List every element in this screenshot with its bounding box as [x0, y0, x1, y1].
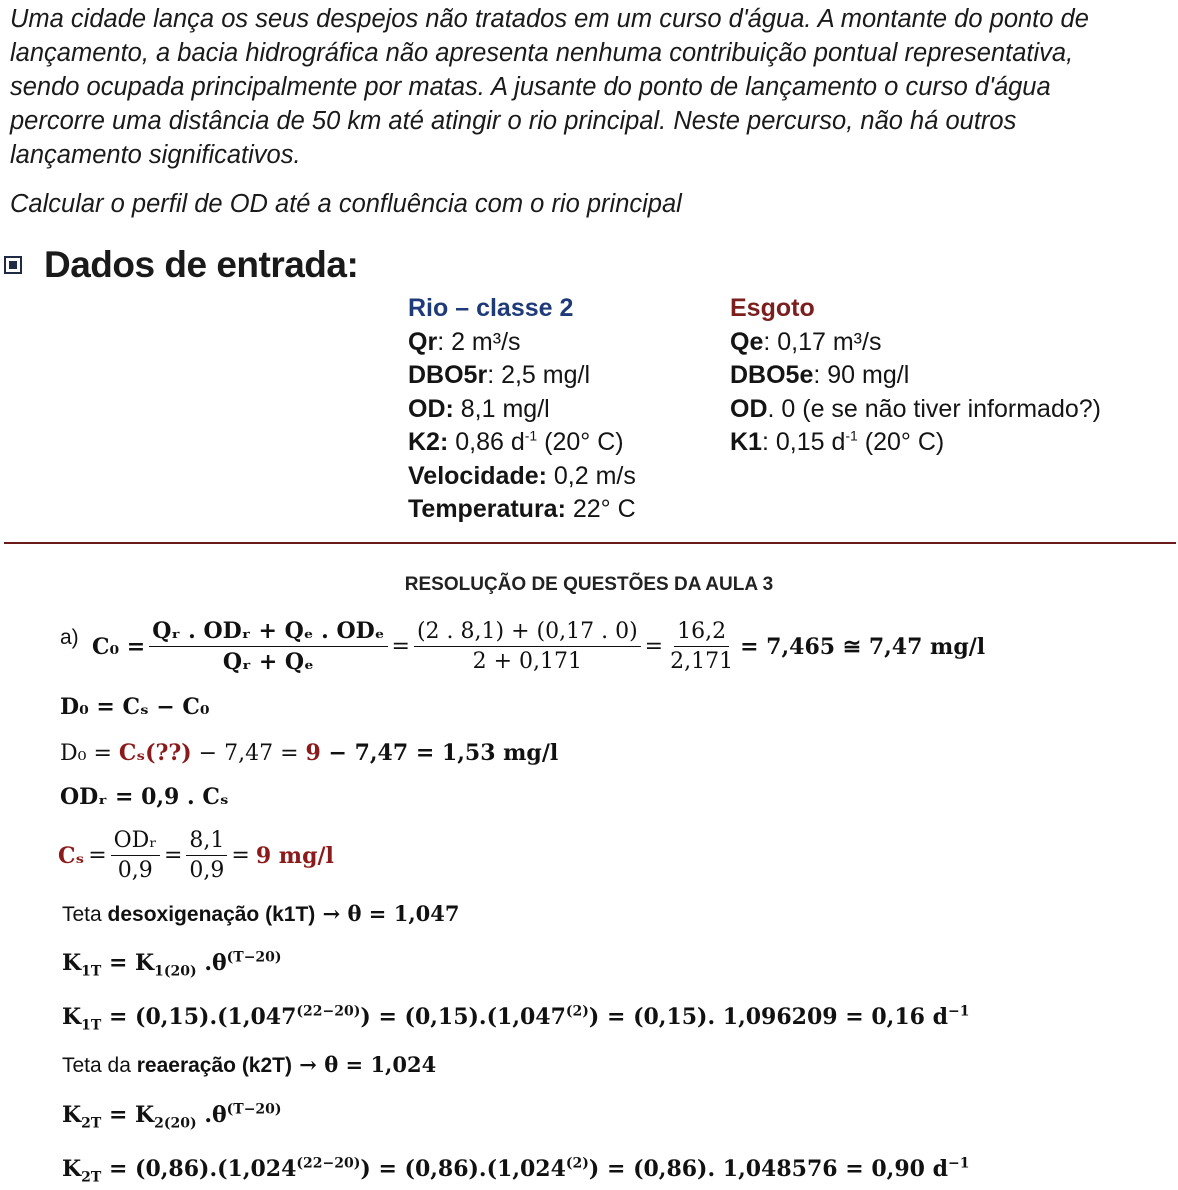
k2t-f-eq: = K [101, 1102, 155, 1128]
k1t-f-theta: .θ [196, 950, 227, 976]
k1t-c-p2: ) = (0,15).(1,047 [360, 1004, 566, 1030]
k2t-f-k-sub: 2(20) [154, 1115, 197, 1132]
theta-deoxygenation-line [62, 901, 459, 927]
k1t-c-lhs-sub: 1T [81, 1017, 102, 1034]
velocity-label: Velocidade: [408, 461, 547, 490]
k2t-f-theta: .θ [196, 1102, 227, 1128]
theta-reaeration-line [62, 1052, 436, 1078]
k2t-c-p1: = (0,86).(1,024 [101, 1156, 297, 1182]
equation-k2t-formula [62, 1101, 282, 1132]
k2t-f-lhs-sub: 2T [81, 1115, 102, 1132]
d0-calc-lhs: D₀ = [60, 741, 119, 766]
k1-label: K1 [730, 428, 762, 456]
equation-d0 [60, 694, 210, 720]
square-bullet-icon [4, 256, 22, 274]
k1t-f-eq: = K [101, 950, 155, 976]
task-statement: Calcular o perfil de OD até a confluência com o rio principal [10, 190, 682, 218]
k2t-f-exp: (T−20) [226, 1101, 282, 1118]
problem-line-4: percorre uma distância de 50 km até atingir o rio principal. Neste percurso, não há outros [10, 107, 1017, 135]
k2t-c-e3: −1 [947, 1155, 970, 1172]
c0-denominator-numeric: 2 + 0,171 [472, 649, 583, 674]
c0-result: = 7,465 ≅ 7,47 mg/l [740, 633, 986, 660]
item-label: a) [60, 626, 79, 649]
theta2-bold: reaeração (k2T) [136, 1054, 292, 1077]
c0-numerator-result: 16,2 [674, 619, 729, 647]
k2-temp: (20° C) [537, 428, 624, 456]
resolution-title: RESOLUÇÃO DE QUESTÕES DA AULA 3 [404, 574, 774, 595]
rio-k2-row [408, 426, 636, 460]
equation-k1t-calc [62, 1003, 970, 1034]
k2t-f-lhs: K [62, 1102, 82, 1128]
cs-fraction-numeric [186, 828, 227, 883]
k2-label: K2: [408, 428, 449, 456]
k1t-f-lhs-sub: 1T [81, 963, 102, 980]
k1t-c-lhs: K [62, 1004, 82, 1030]
odr-formula: ODᵣ = 0,9 . Cₛ [60, 784, 229, 810]
c0-fraction-symbolic [149, 618, 387, 675]
k1t-c-e2: (2) [565, 1003, 589, 1020]
equation-odr [60, 784, 229, 810]
equation-d0-calc [60, 740, 558, 766]
od-rio-label: OD: [408, 394, 454, 423]
k2t-c-e1: (22−20) [296, 1155, 361, 1172]
cs-numerator-symbolic: ODᵣ [111, 828, 160, 856]
cs-result: 9 mg/l [255, 842, 334, 869]
k1t-c-e1: (22−20) [296, 1003, 361, 1020]
k2-exponent: -1 [524, 427, 538, 444]
c0-numerator-symbolic: Qᵣ . ODᵣ + Qₑ . ODₑ [149, 618, 387, 647]
theta1-value: → θ = 1,047 [315, 901, 460, 926]
problem-line-5: lançamento significativos. [10, 141, 301, 169]
d0-formula: D₀ = Cₛ − C₀ [60, 694, 210, 720]
problem-statement [10, 2, 1170, 172]
rio-velocity-row [408, 460, 636, 494]
dbo5r-label: DBO5r [408, 361, 488, 389]
equation-c0: C₀ = $\frac{\text{Qᵣ . ODᵣ + Qₑ . ODₑ}}{\text{Qᵣ + Qₑ}}$ = $\frac{(2 . 8,1) + (0,17 . 0)}{2 + 0,171}$ = $\frac{16,2}{2,171}$ = 7,465 ≅ 7,47 mg/l [92, 618, 986, 675]
cs-denominator-symbolic: 0,9 [117, 858, 153, 883]
c0-denominator-result: 2,171 [670, 649, 734, 674]
cs-numerator-numeric: 8,1 [186, 828, 227, 856]
esgoto-k1-row [730, 426, 1101, 460]
dbo5e-value: : 90 mg/l [813, 361, 910, 389]
problem-line-1: Uma cidade lança os seus despejos não tratados em um curso d'água. A montante do ponto de [10, 5, 1089, 33]
esgoto-od-row [730, 393, 1101, 427]
dbo5e-label: DBO5e [730, 361, 814, 389]
od-rio-value: 8,1 mg/l [453, 394, 550, 423]
k1t-f-lhs: K [62, 950, 82, 976]
section-title: Dados de entrada: [44, 244, 359, 285]
qe-label: Qe [730, 327, 764, 356]
rio-qr-row [408, 326, 636, 360]
c0-numerator-numeric: (2 . 8,1) + (0,17 . 0) [414, 619, 641, 647]
esgoto-dbo-row [730, 359, 1101, 393]
qe-value: : 0,17 m³/s [763, 327, 882, 356]
d0-calc-mid: − 7,47 = [191, 741, 306, 766]
esgoto-qe-row [730, 326, 1101, 360]
c0-fraction-numeric [414, 619, 641, 674]
rio-data-column [408, 292, 636, 527]
problem-line-2: lançamento, a bacia hidrográfica não apresenta nenhuma contribuição pontual representativa, [10, 39, 1074, 67]
k1t-f-exp: (T−20) [226, 949, 282, 966]
k1-value: : 0,15 d [761, 428, 846, 456]
c0-denominator-symbolic: Qᵣ + Qₑ [222, 649, 314, 675]
cs-denominator-numeric: 0,9 [189, 858, 225, 883]
temperature-label: Temperatura: [408, 495, 566, 523]
esgoto-data-column [730, 292, 1101, 460]
cs-fraction-symbolic [111, 828, 160, 883]
temperature-value: 22° C [565, 495, 636, 523]
k1t-c-p3: ) = (0,15). 1,096209 = 0,16 d [588, 1004, 948, 1030]
qr-label: Qr [408, 327, 438, 356]
velocity-value: 0,2 m/s [546, 461, 636, 490]
rio-od-row [408, 393, 636, 427]
theta2-prefix: Teta da [62, 1054, 137, 1077]
rio-temperature-row [408, 493, 636, 527]
k1t-c-e3: −1 [947, 1003, 970, 1020]
dbo5r-value: : 2,5 mg/l [487, 361, 591, 389]
section-header [4, 244, 358, 286]
od-esgoto-value: . 0 (e se não tiver informado?) [767, 394, 1101, 423]
equation-k1t-formula [62, 949, 282, 980]
divider [4, 542, 1176, 544]
k1-temp: (20° C) [857, 428, 945, 456]
k2t-c-p3: ) = (0,86). 1,048576 = 0,90 d [588, 1156, 948, 1182]
k1t-f-k-sub: 1(20) [154, 963, 197, 980]
k2t-c-lhs-sub: 2T [81, 1169, 102, 1186]
k1-exponent: -1 [845, 427, 858, 444]
c0-lhs: C₀ = [92, 633, 146, 660]
qr-value: : 2 m³/s [437, 327, 521, 356]
d0-calc-cs: Cₛ(??) [118, 740, 192, 766]
cs-lhs: Cₛ [58, 842, 85, 869]
esgoto-header: Esgoto [730, 294, 815, 322]
equation-k2t-calc [62, 1155, 970, 1186]
k2t-c-e2: (2) [565, 1155, 589, 1172]
theta1-bold: desoxigenação (k1T) [107, 903, 316, 926]
rio-dbo-row [408, 359, 636, 393]
k2-value: 0,86 d [448, 428, 525, 456]
theta1-prefix: Teta [62, 903, 108, 926]
rio-header: Rio – classe 2 [408, 294, 574, 322]
d0-calc-rest: − 7,47 = 1,53 mg/l [320, 740, 559, 766]
problem-line-3: sendo ocupada principalmente por matas. A jusante do ponto de lançamento o curso d'água [10, 73, 1051, 101]
d0-calc-nine: 9 [305, 740, 321, 766]
k2t-c-lhs: K [62, 1156, 82, 1182]
equation-cs: Cₛ = $\frac{\text{ODᵣ}}{0,9}$ = $\frac{8,1}{0,9}$ = 9 mg/l [58, 828, 334, 883]
od-esgoto-label: OD [730, 394, 768, 423]
k1t-c-p1: = (0,15).(1,047 [101, 1004, 297, 1030]
c0-fraction-result [667, 619, 736, 674]
theta2-value: → θ = 1,024 [292, 1052, 437, 1077]
k2t-c-p2: ) = (0,86).(1,024 [360, 1156, 566, 1182]
